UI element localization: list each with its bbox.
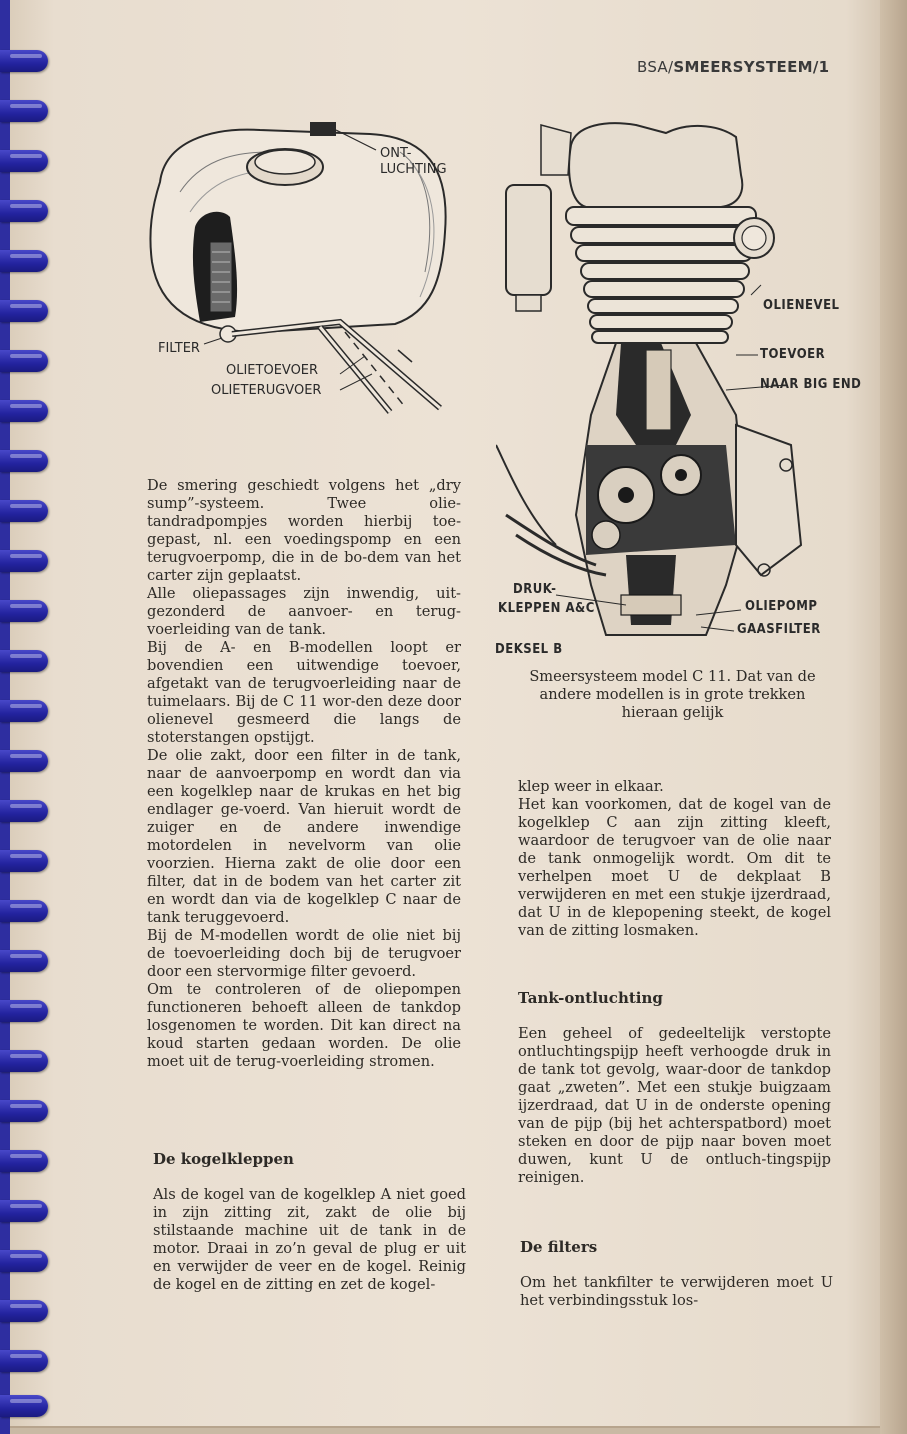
paragraph: Het kan voorkomen, dat de kogel van de kogelklep C aan zijn zitting kleeft, waardoor de terugvoer van de olie naar de tank onmogelijk wordt. Om dit te verhelpen moet U de dekplaat B verwijderen en met een stukje ijzerdraad, dat U in de klepopening steekt, de kogel van de zitting losmaken. <box>518 796 831 939</box>
tank-ontluchting-text <box>518 1025 831 1187</box>
binding-ring <box>0 350 48 372</box>
binding-ring <box>0 850 48 872</box>
binding-ring <box>0 900 48 922</box>
paragraph: De olie zakt, door een filter in de tank, naar de aanvoerpomp en wordt dan via een kogelklep naar de krukas en het big endlager ge-voerd. Van hieruit wordt de zuiger en de andere inwendige motordelen in nevelvorm van olie voorzien. Hierna zakt de olie door een filter, dat in de bodem van het carter zit en wordt dan via de kogelklep C naar de tank teruggevoerd. <box>147 747 461 926</box>
header-title: SMEERSYSTEEM/1 <box>673 58 830 76</box>
binding-ring <box>0 950 48 972</box>
heading-kogelkleppen: De kogelkleppen <box>153 1150 294 1168</box>
binding-ring <box>0 550 48 572</box>
binding-ring <box>0 50 48 72</box>
binding-ring <box>0 1350 48 1372</box>
left-column-body <box>147 477 461 1071</box>
label-filter: FILTER <box>158 341 200 356</box>
binding-ring <box>0 1300 48 1322</box>
binding-ring <box>0 250 48 272</box>
filters-text <box>520 1274 833 1310</box>
paragraph: Alle oliepassages zijn inwendig, uit-gezonderd de aanvoer- en terug-voerleiding van de tank. <box>147 585 461 638</box>
label-kleppen: KLEPPEN A&C <box>498 601 595 616</box>
binding-ring <box>0 1250 48 1272</box>
paragraph: Om het tankfilter te verwijderen moet U het verbindingsstuk los- <box>520 1274 833 1309</box>
binding-ring <box>0 1000 48 1022</box>
paragraph: Bij de A- en B-modellen loopt er bovendien een uitwendige toevoer, afgetakt van de terugvoerleiding naar de tuimelaars. Bij de C 11 wor-den deze door olienevel gesmeerd die langs de stoterstangen opstijgt. <box>147 639 461 746</box>
page-edge <box>880 0 907 1434</box>
label-ont: ONT- <box>380 146 412 161</box>
paragraph: Als de kogel van de kogelklep A niet goed in zijn zitting zit, zakt de olie bij stilstaande machine uit de tank in de motor. Draai in zo’n geval de plug er uit en verwijder de veer en de kogel. Reinig de kogel en de zitting en zet de kogel- <box>153 1186 466 1293</box>
paragraph: Een geheel of gedeeltelijk verstopte ontluchtingspijp heeft verhoogde druk in de tank tot gevolg, waar-door de tankdop gaat „zweten”. Met een stukje buigzaam ijzerdraad, dat U in de onderste opening van de pijp (bij het achterspatbord) moet steken en door de pijp naar boven moet duwen, kunt U de ontluch-tingspijp reinigen. <box>518 1025 831 1186</box>
label-luchting: LUCHTING <box>380 162 447 177</box>
label-olietoevoer: OLIETOEVOER <box>226 363 319 378</box>
binding-ring <box>0 450 48 472</box>
label-gaasfilter: GAASFILTER <box>737 622 821 637</box>
label-naar-big-end: NAAR BIG END <box>760 377 862 392</box>
binding-ring <box>0 300 48 322</box>
heading-tank-ontluchting: Tank-ontluchting <box>518 989 663 1007</box>
paragraph: klep weer in elkaar. <box>518 778 664 795</box>
figure-caption: Smeersysteem model C 11. Dat van de andere modellen is in grote trekken hieraan gelijk <box>529 668 816 721</box>
label-toevoer: TOEVOER <box>760 347 826 362</box>
binding-ring <box>0 650 48 672</box>
callout-ontluchting <box>380 146 447 178</box>
paragraph: De smering geschiedt volgens het „dry sump”-systeem. Twee olie-tandradpompjes worden hierbij toe-gepast, nl. een voedingspomp en een terugvoerpomp, die in de bo-dem van het carter zijn geplaatst. <box>147 477 461 584</box>
header-prefix: BSA/ <box>637 58 674 76</box>
label-olieterugvoer: OLIETERUGVOER <box>211 383 322 398</box>
binding-ring <box>0 1150 48 1172</box>
binding-ring <box>0 800 48 822</box>
binding-ring <box>0 100 48 122</box>
binding-ring <box>0 1200 48 1222</box>
binding-ring <box>0 400 48 422</box>
label-oliepomp: OLIEPOMP <box>745 599 818 614</box>
binding-ring <box>0 150 48 172</box>
binding-ring <box>0 1100 48 1122</box>
binding-ring <box>0 750 48 772</box>
binding-ring <box>0 500 48 522</box>
binding-ring <box>0 200 48 222</box>
label-olienevel: OLIENEVEL <box>763 298 840 313</box>
binding-ring <box>0 1050 48 1072</box>
paragraph: Bij de M-modellen wordt de olie niet bij de toevoerleiding doch bij de terugvoer door een stervormige filter gevoerd. <box>147 927 461 980</box>
binding-ring <box>0 600 48 622</box>
binding-ring <box>0 1395 48 1417</box>
label-deksel: DEKSEL B <box>495 642 563 657</box>
heading-filters: De filters <box>520 1238 598 1256</box>
paragraph: Om te controleren of de oliepompen functioneren behoeft alleen de tankdop losgenomen te worden. Dit kan direct na koud starten gedaan worden. De olie moet uit de terug-voerleiding stromen. <box>147 981 461 1070</box>
page-header <box>637 58 829 76</box>
binding-ring <box>0 700 48 722</box>
right-column-body <box>518 778 831 940</box>
label-druk: DRUK- <box>513 582 557 597</box>
kogelkleppen-text <box>153 1186 466 1294</box>
